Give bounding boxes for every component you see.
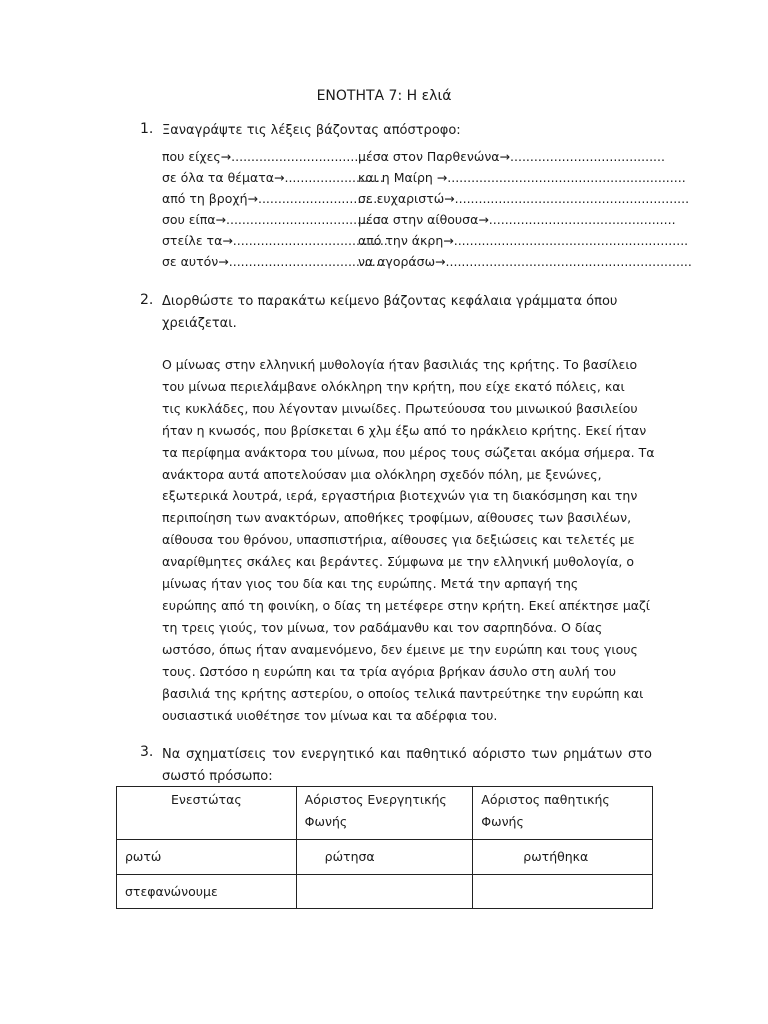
exercise-item: που είχες→..................................	[162, 149, 367, 164]
paragraph-line: τη τρεις γιούς, τον μίνωα, τον ραδάμανθυ και τον σαρπηδόνα. Ο δίας	[162, 619, 603, 635]
apostrophe-exercise-list	[162, 146, 692, 272]
exercise-row	[162, 167, 686, 188]
paragraph-line: ευρώπης από τη φοινίκη, ο δίας τη μετέφερε στην κρήτη. Εκεί απέκτησε μαζί	[162, 597, 651, 613]
table-cell-empty[interactable]	[296, 875, 473, 909]
exercise-item: να αγοράσω→..............................................................	[358, 254, 692, 269]
table-cell: στεφανώνουμε	[117, 875, 297, 909]
exercise-item: σε ευχαριστώ→...........................................................	[358, 191, 690, 206]
paragraph-line: του μίνωα περιελάμβανε ολόκληρη την κρήτη, που είχε εκατό πόλεις, και	[162, 378, 625, 394]
exercise-item: μέσα στην αίθουσα→...............................................	[358, 212, 676, 227]
exercise-item: από την άκρη→...........................................................	[358, 233, 689, 248]
paragraph-line: τις κυκλάδες, που λέγονταν μινωίδες. Πρωτεύουσα του μινωικού βασιλείου	[162, 400, 638, 416]
table-cell[interactable]: ρωτήθηκα	[473, 840, 653, 875]
paragraph-line: μίνωας ήταν γιος του δία και της ευρώπης. Μετά την αρπαγή της	[162, 576, 579, 592]
question-2-line: χρειάζεται.	[162, 316, 237, 331]
exercise-item: σου είπα→.......................................	[162, 212, 381, 227]
paragraph-line: εξωτερικά λουτρά, ιερά, εργαστήρια βιοτεχνών για τη διακόσμηση και την	[162, 488, 638, 504]
paragraph-line: περιποίηση των ανακτόρων, αποθήκες τροφίμων, αίθουσες των βασιλέων,	[162, 510, 632, 526]
question-2-line: Διορθώστε το παρακάτω κείμενο βάζοντας κεφάλαια γράμματα όπου	[162, 294, 618, 309]
paragraph-line: αίθουσα του θρόνου, υπασπιστήρια, αίθουσες για δεξιώσεις και τελετές με	[162, 532, 635, 548]
table-header: Ενεστώτας	[117, 787, 297, 840]
table-header: Αόριστος Ενεργητικής Φωνής	[296, 787, 473, 840]
question-3-number: 3.	[140, 744, 154, 760]
table-header: Αόριστος παθητικής Φωνής	[473, 787, 653, 840]
correction-paragraph	[162, 354, 654, 726]
table-header-row	[117, 787, 653, 840]
page-title: ΕΝΟΤΗΤΑ 7: Η ελιά	[316, 88, 452, 104]
paragraph-line: τους. Ωστόσο η ευρώπη και τα τρία αγόρια βρήκαν άσυλο στη αυλή του	[162, 663, 617, 679]
paragraph-line: ουσιαστικά υιοθέτησε τον μίνωα και τα αδέρφια του.	[162, 707, 498, 723]
exercise-row	[162, 209, 676, 230]
question-3-text: Να σχηματίσεις τον ενεργητικό και παθητικό αόριστο των ρημάτων στο	[162, 747, 652, 762]
exercise-item: σε αυτόν→.......................................	[162, 254, 384, 269]
paragraph-line: βασιλιά της κρήτης αστερίου, ο οποίος τελικά παντρεύτηκε την ευρώπη και	[162, 685, 644, 701]
exercise-row	[162, 230, 689, 251]
table-row	[117, 875, 653, 909]
table-row	[117, 840, 653, 875]
exercise-row	[162, 188, 690, 209]
question-1-number: 1.	[140, 121, 154, 137]
table-cell[interactable]: ρώτησα	[296, 840, 473, 875]
exercise-item: μέσα στον Παρθενώνα→.......................................	[358, 149, 665, 164]
verb-table	[116, 786, 653, 909]
paragraph-line: ήταν η κνωσός, που βρίσκεται 6 χλμ έξω από το ηράκλειο κρήτης. Εκεί ήταν	[162, 422, 647, 438]
exercise-item: και η Μαίρη →............................................................	[358, 170, 686, 185]
question-2-text	[162, 291, 652, 335]
paragraph-line: ωστόσο, όπως ήταν αναμενόμενο, δεν έμεινε με την ευρώπη και τους γιους	[162, 641, 638, 657]
table-cell-empty[interactable]	[473, 875, 653, 909]
exercise-item: από τη βροχή→...............................	[162, 191, 382, 206]
question-2-number: 2.	[140, 292, 154, 308]
exercise-row	[162, 146, 665, 167]
exercise-row	[162, 251, 692, 272]
exercise-item: σε όλα τα θέματα→.........................	[162, 170, 384, 185]
table-cell: ρωτώ	[117, 840, 297, 875]
question-1-text: Ξαναγράψτε τις λέξεις βάζοντας απόστροφο:	[162, 123, 461, 138]
paragraph-line: τα περίφημα ανάκτορα του μίνωα, που μέρος τους σώζεται ακόμα σήμερα. Τα	[162, 444, 655, 460]
paragraph-line: αναρίθμητες σκάλες και βεράντες. Σύμφωνα με την ελληνική μυθολογία, ο	[162, 554, 635, 570]
exercise-item: στείλε τα→.......................................	[162, 233, 388, 248]
paragraph-line: ανάκτορα αυτά αποτελούσαν μια ολόκληρη σχεδόν πόλη, με ξενώνες,	[162, 466, 602, 482]
question-3-text-cont: σωστό πρόσωπο:	[162, 769, 273, 784]
paragraph-line: Ο μίνωας στην ελληνική μυθολογία ήταν βασιλιάς της κρήτης. Το βασίλειο	[162, 357, 638, 372]
